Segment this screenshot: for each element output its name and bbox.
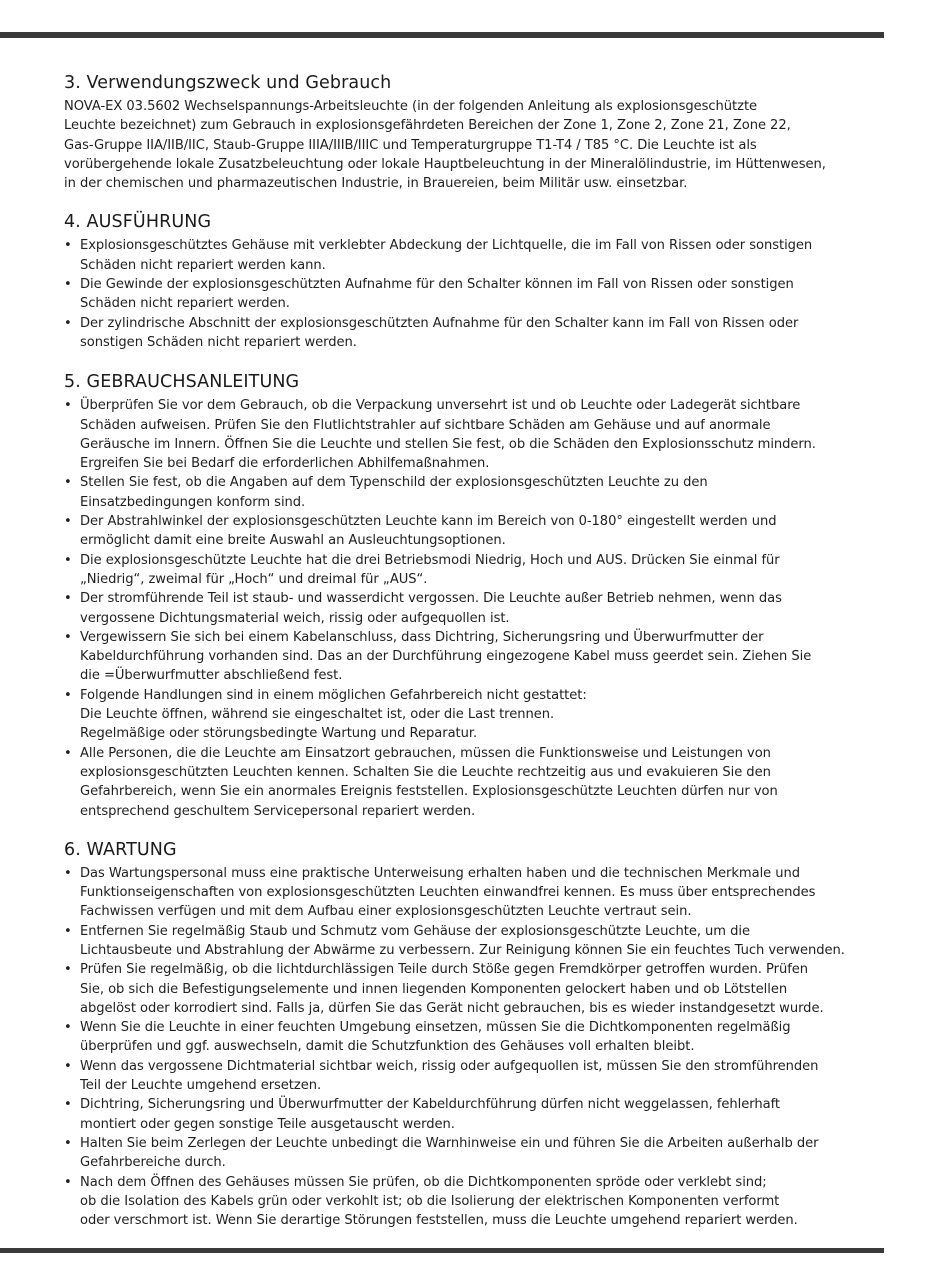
- section-maintenance: [64, 837, 896, 1231]
- list-item-line: abgelöst oder korrodiert sind. Falls ja, dürfen Sie das Gerät nicht gebrauchen, bis es wieder instandgesetzt wurde.: [80, 1000, 824, 1016]
- bullet-list: [64, 236, 896, 352]
- list-item-line: Prüfen Sie regelmäßig, ob die lichtdurchlässigen Teile durch Stöße gegen Fremdkörper getroffen wurden. Prüfen: [80, 962, 809, 978]
- bullet-icon: •: [64, 1020, 72, 1036]
- paragraph-line: Gas-Gruppe IIA/IIB/IIC, Staub-Gruppe IIIA/IIIB/IIIC und Temperaturgruppe T1-T4 / T85 °C. Die Leuchte ist als: [64, 137, 757, 153]
- list-item: [64, 551, 896, 590]
- list-item-line: Halten Sie beim Zerlegen der Leuchte unbedingt die Warnhinweise ein und führen Sie die Arbeiten außerhalb der: [80, 1135, 819, 1151]
- bullet-icon: •: [64, 398, 72, 414]
- bullet-icon: •: [64, 1135, 72, 1151]
- paragraph-line: Leuchte bezeichnet) zum Gebrauch in explosionsgefährdeten Bereichen der Zone 1, Zone 2, Zone 21, Zone 22,: [64, 118, 791, 134]
- paragraph-line: in der chemischen und pharmazeutischen Industrie, in Brauereien, beim Militär usw. einsetzbar.: [64, 176, 688, 192]
- list-item: [64, 1134, 896, 1173]
- bullet-icon: •: [64, 962, 72, 978]
- bullet-icon: •: [64, 552, 72, 568]
- top-rule: [0, 32, 884, 38]
- bullet-icon: •: [64, 277, 72, 293]
- list-item-line: Entfernen Sie regelmäßig Staub und Schmutz vom Gehäuse der explosionsgeschützte Leuchte, um die: [80, 923, 750, 939]
- list-item-line: explosionsgeschützten Leuchten kennen. Schalten Sie die Leuchte rechtzeitig aus und evakuieren Sie den: [80, 764, 771, 780]
- list-item-line: Die Leuchte öffnen, während sie eingeschaltet ist, oder die Last trennen.: [80, 707, 555, 723]
- list-item: [64, 314, 896, 353]
- list-item: [64, 864, 896, 922]
- list-item: [64, 1018, 896, 1057]
- list-item-line: vergossene Dichtungsmaterial weich, rissig oder aufgequollen ist.: [80, 610, 510, 626]
- bullet-list: [64, 396, 896, 821]
- list-item: [64, 396, 896, 473]
- list-item-line: sonstigen Schäden nicht repariert werden.: [80, 334, 357, 350]
- bullet-icon: •: [64, 1058, 72, 1074]
- bullet-icon: •: [64, 745, 72, 761]
- bullet-icon: •: [64, 865, 72, 881]
- list-item-line: entsprechend geschultem Servicepersonal repariert werden.: [80, 803, 476, 819]
- list-item-line: Sie, ob sich die Befestigungselemente und innen liegenden Komponenten gelockert haben und ob Lötstellen: [80, 981, 788, 997]
- list-item-line: Ergreifen Sie bei Bedarf die erforderlichen Abhilfemaßnahmen.: [80, 456, 490, 472]
- bullet-icon: •: [64, 923, 72, 939]
- document-body: [64, 70, 896, 1230]
- list-item-line: Schäden nicht repariert werden.: [80, 296, 290, 312]
- list-item-line: oder verschmort ist. Wenn Sie derartige Störungen feststellen, muss die Leuchte umgehend repariert werden.: [80, 1213, 798, 1229]
- list-item-line: Vergewissern Sie sich bei einem Kabelanschluss, dass Dichtring, Sicherungsring und Überwurfmutter der: [80, 629, 764, 645]
- bullet-icon: •: [64, 238, 72, 254]
- list-item: [64, 236, 896, 275]
- list-item-line: Nach dem Öffnen des Gehäuses müssen Sie prüfen, ob die Dichtkomponenten spröde oder verklebt sind;: [80, 1174, 767, 1190]
- list-item-line: die =Überwurfmutter abschließend fest.: [80, 668, 343, 684]
- bullet-list: [64, 864, 896, 1231]
- section-paragraph: [64, 97, 896, 193]
- list-item-line: Explosionsgeschütztes Gehäuse mit verklebter Abdeckung der Lichtquelle, die im Fall von Rissen oder sonstigen: [80, 238, 813, 254]
- list-item-line: montiert oder gegen sonstige Teile ausgetauscht werden.: [80, 1116, 455, 1132]
- list-item-line: ermöglicht damit eine breite Auswahl an Ausleuchtungsoptionen.: [80, 533, 506, 549]
- list-item-line: Einsatzbedingungen konform sind.: [80, 494, 306, 510]
- list-item-line: Geräusche im Innern. Öffnen Sie die Leuchte und stellen Sie fest, ob die Schäden den Explosionsschutz mindern.: [80, 436, 816, 452]
- paragraph-line: NOVA-EX 03.5602 Wechselspannungs-Arbeitsleuchte (in der folgenden Anleitung als explosionsgeschützte: [64, 99, 758, 114]
- list-item-line: Funktionseigenschaften von explosionsgeschützten Leuchten einwandfrei kennen. Es muss über entsprechendes: [80, 885, 816, 901]
- list-item-line: überprüfen und ggf. auswechseln, damit die Schutzfunktion des Gehäuses voll erhalten bleibt.: [80, 1039, 695, 1055]
- bullet-icon: •: [64, 475, 72, 491]
- section-heading: 3. Verwendungszweck und Gebrauch: [64, 73, 392, 93]
- bullet-icon: •: [64, 1097, 72, 1113]
- list-item-line: Der zylindrische Abschnitt der explosionsgeschützten Aufnahme für den Schalter kann im Fall von Rissen oder: [80, 315, 799, 331]
- paragraph-line: vorübergehende lokale Zusatzbeleuchtung oder lokale Hauptbeleuchtung in der Mineralölindustrie, im Hüttenwesen,: [64, 156, 826, 172]
- list-item: [64, 960, 896, 1018]
- list-item: [64, 275, 896, 314]
- list-item-line: Folgende Handlungen sind in einem möglichen Gefahrbereich nicht gestattet:: [80, 687, 587, 703]
- list-item-line: Lichtausbeute und Abstrahlung der Abwärme zu verbessern. Zur Reinigung können Sie ein feuchtes Tuch verwenden.: [80, 942, 845, 958]
- section-heading: 5. GEBRAUCHSANLEITUNG: [64, 372, 300, 393]
- list-item-line: Schäden aufweisen. Prüfen Sie den Flutlichtstrahler auf sichtbare Schäden am Gehäuse und auf anormale: [80, 417, 771, 433]
- section-instructions: [64, 369, 896, 821]
- list-item-line: Dichtring, Sicherungsring und Überwurfmutter der Kabeldurchführung dürfen nicht weggelassen, fehlerhaft: [80, 1097, 780, 1113]
- list-item-line: Die explosionsgeschützte Leuchte hat die drei Betriebsmodi Niedrig, Hoch und AUS. Drücken Sie einmal für: [80, 552, 780, 568]
- list-item-line: ob die Isolation des Kabels grün oder verkohlt ist; ob die Isolierung der elektrischen Komponenten verformt: [80, 1193, 780, 1209]
- list-item: [64, 1173, 896, 1231]
- list-item-line: Der stromführende Teil ist staub- und wasserdicht vergossen. Die Leuchte außer Betrieb nehmen, wenn das: [80, 591, 782, 607]
- bottom-rule: [0, 1248, 884, 1253]
- bullet-icon: •: [64, 687, 72, 703]
- list-item-line: Schäden nicht repariert werden kann.: [80, 257, 326, 273]
- list-item: [64, 628, 896, 686]
- section-heading: 6. WARTUNG: [64, 839, 177, 860]
- list-item-line: Gefahrbereich, wenn Sie ein anormales Ereignis feststellen. Explosionsgeschützte Leuchten dürfen nur von: [80, 784, 778, 800]
- section-design: [64, 209, 896, 352]
- list-item-line: „Niedrig“, zweimal für „Hoch“ und dreimal für „AUS“.: [80, 571, 428, 587]
- list-item: [64, 473, 896, 512]
- list-item: [64, 686, 896, 744]
- list-item-line: Wenn Sie die Leuchte in einer feuchten Umgebung einsetzen, müssen Sie die Dichtkomponenten regelmäßig: [80, 1020, 791, 1036]
- list-item-line: Teil der Leuchte umgehend ersetzen.: [80, 1078, 322, 1094]
- list-item: [64, 744, 896, 821]
- list-item-line: Das Wartungspersonal muss eine praktische Unterweisung erhalten haben und die technischen Merkmale und: [80, 865, 801, 881]
- list-item-line: Regelmäßige oder störungsbedingte Wartung und Reparatur.: [80, 726, 478, 742]
- list-item-line: Kabeldurchführung vorhanden sind. Das an der Durchführung eingezogene Kabel muss geerdet sein. Ziehen Sie: [80, 649, 812, 665]
- list-item: [64, 589, 896, 628]
- list-item-line: Überprüfen Sie vor dem Gebrauch, ob die Verpackung unversehrt ist und ob Leuchte oder Ladegerät sichtbare: [80, 398, 801, 414]
- list-item-line: Der Abstrahlwinkel der explosionsgeschützten Leuchte kann im Bereich von 0-180° eingestellt werden und: [80, 514, 777, 530]
- list-item: [64, 1057, 896, 1096]
- bullet-icon: •: [64, 514, 72, 530]
- list-item: [64, 1095, 896, 1134]
- list-item-line: Stellen Sie fest, ob die Angaben auf dem Typenschild der explosionsgeschützten Leuchte zu den: [80, 475, 708, 491]
- bullet-icon: •: [64, 315, 72, 331]
- list-item: [64, 922, 896, 961]
- list-item: [64, 512, 896, 551]
- list-item-line: Die Gewinde der explosionsgeschützten Aufnahme für den Schalter können im Fall von Rissen oder sonstigen: [80, 277, 794, 293]
- bullet-icon: •: [64, 591, 72, 607]
- section-usage: [64, 70, 896, 193]
- list-item-line: Fachwissen verfügen und mit dem Aufbau einer explosionsgeschützten Leuchte vertraut sein.: [80, 904, 692, 920]
- list-item-line: Gefahrbereiche durch.: [80, 1155, 226, 1171]
- list-item-line: Alle Personen, die die Leuchte am Einsatzort gebrauchen, müssen die Funktionsweise und Leistungen von: [80, 745, 771, 761]
- list-item-line: Wenn das vergossene Dichtmaterial sichtbar weich, rissig oder aufgequollen ist, müssen Sie den stromführenden: [80, 1058, 819, 1074]
- section-heading: 4. AUSFÜHRUNG: [64, 212, 212, 233]
- bullet-icon: •: [64, 629, 72, 645]
- bullet-icon: •: [64, 1174, 72, 1190]
